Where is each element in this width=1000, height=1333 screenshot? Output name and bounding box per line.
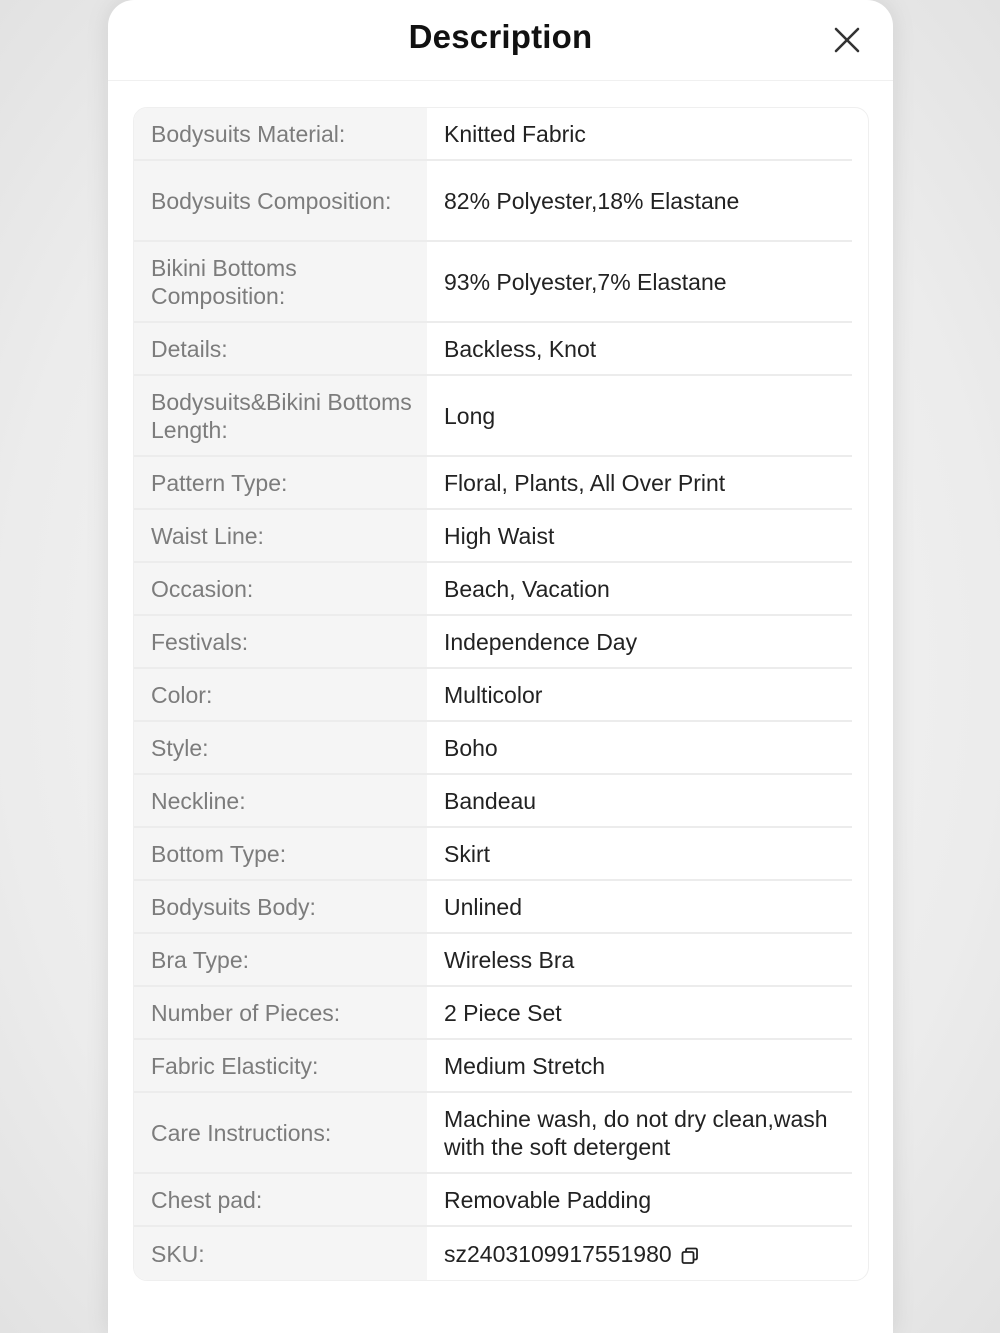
sheet-header — [108, 0, 893, 81]
attribute-value: Floral, Plants, All Over Print — [427, 457, 852, 510]
table-row — [134, 1040, 868, 1093]
table-row — [134, 616, 868, 669]
table-row — [134, 510, 868, 563]
attribute-label: Bottom Type: — [134, 828, 427, 881]
attribute-label: Neckline: — [134, 775, 427, 828]
close-button[interactable] — [829, 22, 865, 58]
sku-value: sz2403109917551980 — [444, 1240, 672, 1267]
sheet-title: Description — [408, 18, 593, 55]
table-row — [134, 376, 868, 457]
description-sheet — [108, 0, 893, 1333]
table-row — [134, 161, 868, 242]
attribute-label: Waist Line: — [134, 510, 427, 563]
attribute-value: Beach, Vacation — [427, 563, 852, 616]
attribute-value: Wireless Bra — [427, 934, 852, 987]
attribute-value: Boho — [427, 722, 852, 775]
attribute-label: Chest pad: — [134, 1174, 427, 1227]
attribute-value: Backless, Knot — [427, 323, 852, 376]
table-row — [134, 242, 868, 323]
table-row — [134, 669, 868, 722]
table-row — [134, 323, 868, 376]
copy-icon[interactable] — [680, 1244, 700, 1264]
attribute-label: Bra Type: — [134, 934, 427, 987]
attribute-label: Occasion: — [134, 563, 427, 616]
attribute-value: Long — [427, 376, 852, 457]
attribute-label: Bodysuits Body: — [134, 881, 427, 934]
attribute-label: Number of Pieces: — [134, 987, 427, 1040]
table-row — [134, 1093, 868, 1174]
attribute-value: Knitted Fabric — [427, 108, 852, 161]
sku-wrap — [444, 1240, 700, 1268]
attribute-label: Details: — [134, 323, 427, 376]
table-row — [134, 934, 868, 987]
attribute-label: Color: — [134, 669, 427, 722]
attribute-label: Pattern Type: — [134, 457, 427, 510]
sku-value-cell — [427, 1227, 868, 1280]
close-icon — [829, 22, 865, 58]
table-row — [134, 1174, 868, 1227]
attribute-label: Bodysuits&Bikini Bottoms Length: — [134, 376, 427, 457]
attribute-value: Unlined — [427, 881, 852, 934]
table-row — [134, 108, 868, 161]
attribute-label: Care Instructions: — [134, 1093, 427, 1174]
attribute-label: Bodysuits Composition: — [134, 161, 427, 242]
attribute-label: Bikini Bottoms Composition: — [134, 242, 427, 323]
attribute-value: 82% Polyester,18% Elastane — [427, 161, 852, 242]
table-row — [134, 563, 868, 616]
table-row — [134, 828, 868, 881]
attribute-label: Festivals: — [134, 616, 427, 669]
attribute-value: High Waist — [427, 510, 852, 563]
attribute-label: Fabric Elasticity: — [134, 1040, 427, 1093]
attribute-value: Bandeau — [427, 775, 852, 828]
table-row — [134, 457, 868, 510]
attribute-label: SKU: — [134, 1227, 427, 1280]
attribute-value: Independence Day — [427, 616, 852, 669]
attribute-label: Bodysuits Material: — [134, 108, 427, 161]
attribute-label: Style: — [134, 722, 427, 775]
table-row — [134, 722, 868, 775]
attributes-table — [133, 107, 869, 1281]
attribute-value: 2 Piece Set — [427, 987, 852, 1040]
table-row — [134, 1227, 868, 1280]
attribute-value: Machine wash, do not dry clean,wash with the soft detergent — [427, 1093, 852, 1174]
attribute-value: Removable Padding — [427, 1174, 852, 1227]
table-row — [134, 775, 868, 828]
attribute-value: Medium Stretch — [427, 1040, 852, 1093]
attribute-value: 93% Polyester,7% Elastane — [427, 242, 852, 323]
table-row — [134, 987, 868, 1040]
attribute-value: Skirt — [427, 828, 852, 881]
table-row — [134, 881, 868, 934]
attribute-value: Multicolor — [427, 669, 852, 722]
